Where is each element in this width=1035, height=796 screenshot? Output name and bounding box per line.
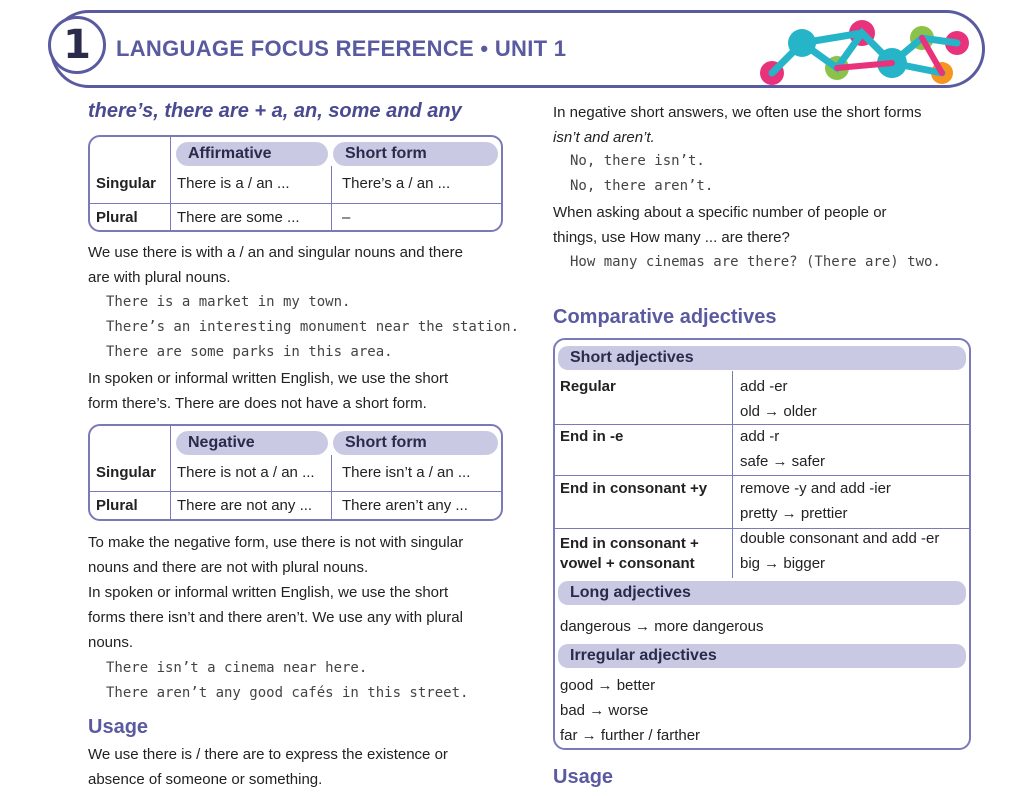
usage-heading: Usage <box>88 716 149 738</box>
paragraph: are with plural nouns. <box>88 269 231 286</box>
row-label-plural: Plural <box>96 497 138 514</box>
table-cell: double consonant and add -er <box>740 530 940 547</box>
row-label: vowel + consonant <box>560 555 695 572</box>
example-sentence: There is a market in my town. <box>106 294 351 310</box>
table-divider <box>331 455 332 519</box>
example-sentence: No, there isn’t. <box>570 153 705 169</box>
paragraph: In spoken or informal written English, we use the short <box>88 584 449 601</box>
section-short-adjectives: Short adjectives <box>558 346 966 370</box>
paragraph: absence of someone or something. <box>88 771 323 788</box>
paragraph: We use there is / there are to express the existence or <box>88 746 448 763</box>
paragraph: In negative short answers, we often use the short forms <box>553 104 922 121</box>
paragraph: things, use How many ... are there? <box>553 229 790 246</box>
row-label: Regular <box>560 378 616 395</box>
table-cell: – <box>342 209 351 226</box>
row-label-singular: Singular <box>96 175 157 192</box>
table-header-negative: Negative <box>176 431 328 455</box>
page-title: LANGUAGE FOCUS REFERENCE • UNIT 1 <box>116 36 567 61</box>
table-header-short-form: Short form <box>333 142 498 166</box>
table-divider <box>170 137 171 230</box>
section-irregular-adjectives: Irregular adjectives <box>558 644 966 668</box>
table-header-affirmative: Affirmative <box>176 142 328 166</box>
example-sentence: There’s an interesting monument near the station. <box>106 319 520 335</box>
section-heading-there-is: there’s, there are + a, an, some and any <box>88 100 462 122</box>
table-header-short-form: Short form <box>333 431 498 455</box>
table-divider <box>331 166 332 230</box>
paragraph: nouns and there are not with plural nouns. <box>88 559 369 576</box>
table-cell: There is a / an ... <box>177 175 290 192</box>
row-label: End in consonant + <box>560 535 699 552</box>
example-sentence: There aren’t any good cafés in this street. <box>106 685 469 701</box>
table-cell: pretty → prettier <box>740 505 848 522</box>
table-cell: add -r <box>740 428 780 445</box>
table-cell: safe → safer <box>740 453 826 470</box>
row-label: End in -e <box>560 428 624 445</box>
example-sentence: There are some parks in this area. <box>106 344 393 360</box>
row-label-singular: Singular <box>96 464 157 481</box>
paragraph: We use there is with a / an and singular nouns and there <box>88 244 463 261</box>
table-cell: remove -y and add -ier <box>740 480 891 497</box>
table-cell: far → further / farther <box>560 727 701 744</box>
row-label: End in consonant +y <box>560 480 708 497</box>
decorative-molecule-graphic <box>742 13 982 88</box>
table-cell: There aren’t any ... <box>342 497 468 514</box>
comparative-heading: Comparative adjectives <box>553 306 777 328</box>
paragraph: isn’t and aren’t. <box>553 129 655 146</box>
unit-number-badge: 1 <box>48 16 106 74</box>
paragraph: To make the negative form, use there is not with singular <box>88 534 464 551</box>
paragraph: forms there isn’t and there aren’t. We use any with plural <box>88 609 463 626</box>
section-long-adjectives: Long adjectives <box>558 581 966 605</box>
row-label-plural: Plural <box>96 209 138 226</box>
table-cell: There’s a / an ... <box>342 175 451 192</box>
table-divider <box>90 203 501 204</box>
paragraph: When asking about a specific number of people or <box>553 204 887 221</box>
table-cell: good → better <box>560 677 656 694</box>
table-cell: bad → worse <box>560 702 649 719</box>
paragraph: nouns. <box>88 634 134 651</box>
example-sentence: There isn’t a cinema near here. <box>106 660 368 676</box>
table-divider <box>555 424 969 425</box>
paragraph: In spoken or informal written English, we use the short <box>88 370 449 387</box>
table-cell: old → older <box>740 403 817 420</box>
usage-heading: Usage <box>553 766 614 788</box>
table-divider <box>170 426 171 519</box>
example-sentence: How many cinemas are there? (There are) two. <box>570 254 941 270</box>
table-divider <box>90 491 501 492</box>
table-cell: There is not a / an ... <box>177 464 315 481</box>
table-divider <box>555 475 969 476</box>
table-cell: big → bigger <box>740 555 826 572</box>
table-cell: There isn’t a / an ... <box>342 464 471 481</box>
table-cell: dangerous → more dangerous <box>560 618 764 635</box>
table-cell: There are some ... <box>177 209 300 226</box>
paragraph: form there’s. There are does not have a short form. <box>88 395 427 412</box>
table-cell: There are not any ... <box>177 497 313 514</box>
table-divider <box>555 528 969 529</box>
table-cell: add -er <box>740 378 788 395</box>
example-sentence: No, there aren’t. <box>570 178 714 194</box>
